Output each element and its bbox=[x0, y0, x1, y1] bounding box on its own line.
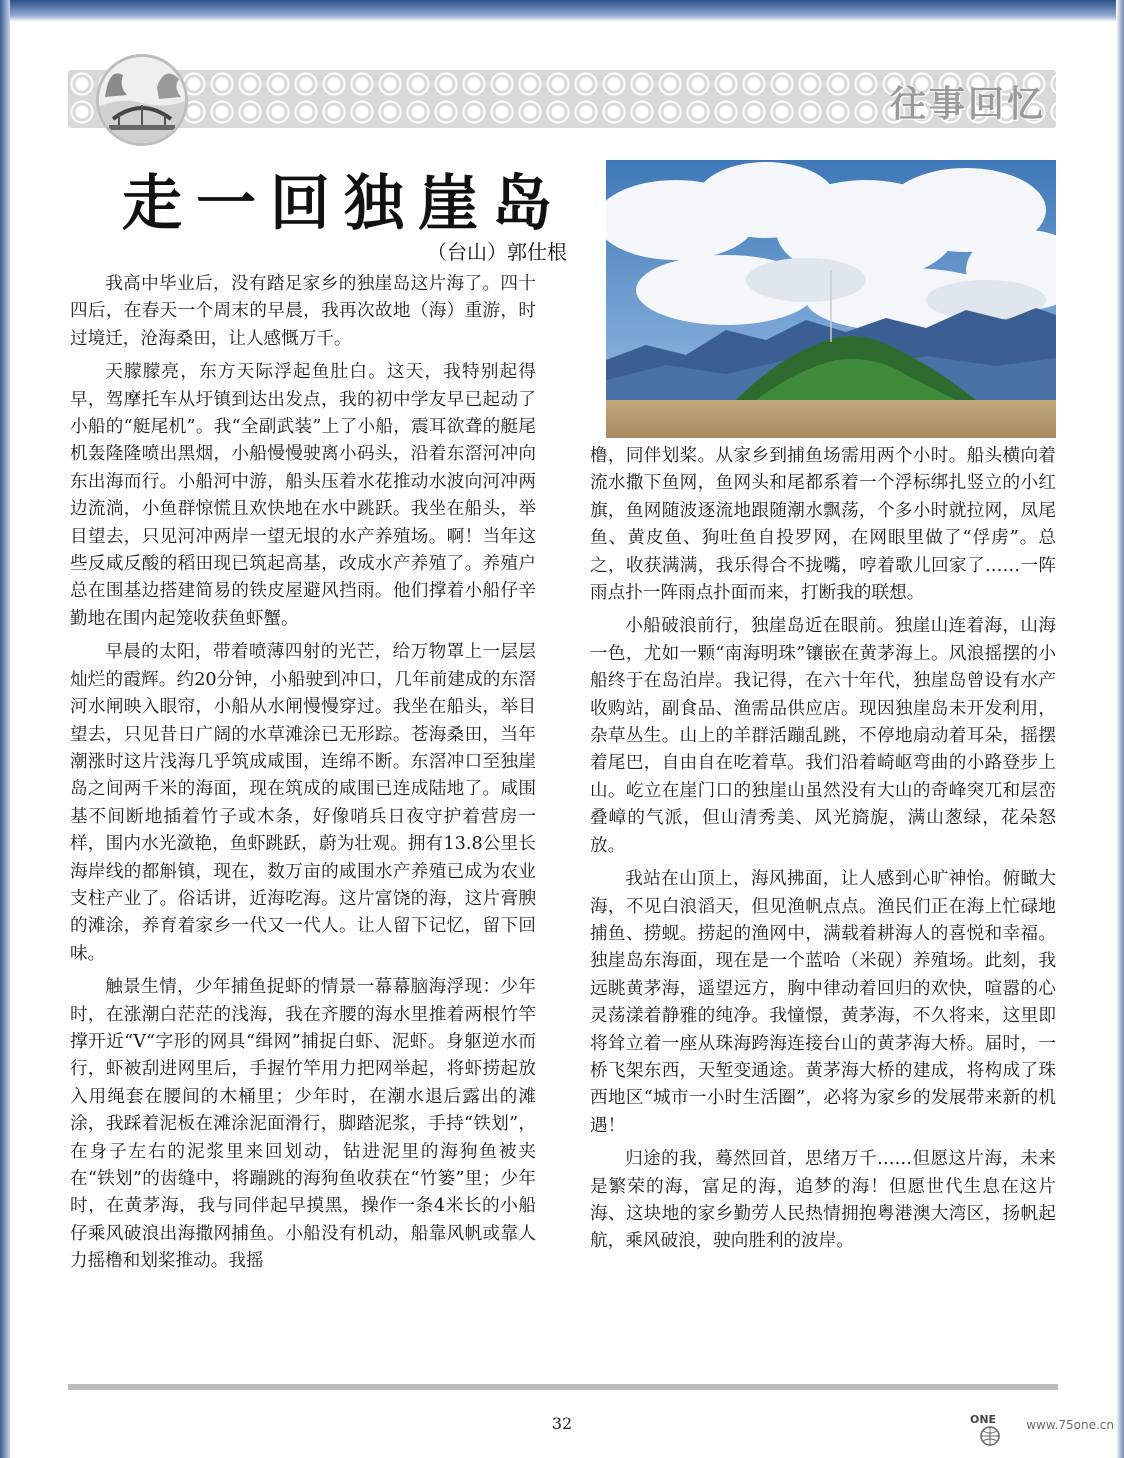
page-edge-right bbox=[1116, 0, 1124, 1458]
paragraph: 归途的我，蓦然回首，思绪万千……但愿这片海，未来是繁荣的海，富足的海，追梦的海！但愿世代生息在这片海、这块地的家乡勤劳人民热情拥抱粤港澳大湾区，扬帆起航，乘风破浪，驶向胜利的波岸。 bbox=[590, 1149, 1056, 1252]
footer-divider bbox=[68, 1384, 1058, 1390]
article-column-left bbox=[70, 271, 536, 1282]
paragraph: 橹，同伴划桨。从家乡到捕鱼场需用两个小时。船头横向着流水撒下鱼网，鱼网头和尾都系着一个浮标绑扎竖立的小红旗，鱼网随波逐流地跟随潮水飘荡，个多小时就拉网，凤尾鱼、黄皮鱼、狗吐鱼自投罗网，在网眼里做了“俘虏”。总之，收获满满，我乐得合不拢嘴，哼着歌儿回家了……一阵雨点扑一阵雨点扑面而来，打断我的联想。 bbox=[590, 446, 1056, 604]
paragraph: 小船破浪前行，独崖岛近在眼前。独崖山连着海，山海一色，尤如一颗“南海明珠”镶嵌在黄茅海上。风浪摇摆的小船终于在岛泊岸。我记得，在六十年代，独崖岛曾设有水产收购站，副食品、渔需品供应店。现因独崖岛未开发利用，杂草丛生。山上的羊群活蹦乱跳，不停地扇动着耳朵，摇摆着尾巴，自由自在吃着草。我们沿着崎岖弯曲的小路登步上山。屹立在崖门口的独崖山虽然没有大山的奇峰突兀和层峦叠嶂的气派，但山清秀美、风光旖旎，满山葱绿，花朵怒放。 bbox=[590, 616, 1056, 856]
paragraph: 我高中毕业后，没有踏足家乡的独崖岛这片海了。四十四后，在春天一个周末的早晨，我再次故地（海）重游，时过境迁，沧海桑田，让人感慨万千。 bbox=[70, 274, 536, 349]
paragraph: 早晨的太阳，带着喷薄四射的光芒，给万物罩上一层层灿烂的霞辉。约20分钟，小船驶到冲口，几年前建成的东滘河水闸映入眼帘，小船从水闸慢慢穿过。我坐在船头，举目望去，只见昔日广阔的水草滩涂已无形踪。苍海桑田，当年潮涨时这片浅海几乎筑成咸围，连绵不断。东滘冲口至独崖岛之间两千米的海面，现在筑成的咸围已连成陆地了。咸围基不间断地插着竹子或木条，好像哨兵日夜守护着营房一样，围内水光潋艳，鱼虾跳跃，蔚为壮观。拥有13.8公里长海岸线的都斛镇，现在，数万亩的咸围水产养殖已成为农业支柱产业了。俗话讲，近海吃海。这片富饶的海，这片膏腴的滩涂，养育着家乡一代又一代人。让人留下记忆，留下回味。 bbox=[70, 642, 536, 964]
island-photo bbox=[606, 160, 1056, 438]
site-watermark[interactable]: www.75one.cn bbox=[1026, 1418, 1114, 1432]
page-number: 32 bbox=[551, 1414, 573, 1433]
section-title: 往事回忆 bbox=[889, 84, 1046, 125]
site-logo-icon bbox=[968, 1411, 1012, 1447]
paragraph: 天朦朦亮，东方天际浮起鱼肚白。这天，我特别起得早，驾摩托车从圩镇到达出发点，我的初中学友早已起动了小船的“艇尾机”。我“全副武装”上了小船，震耳欲聋的艇尾机轰隆隆喷出黑烟，小船慢慢驶离小码头，沿着东滘河冲向东出海而行。小船河中游，船头压着水花推动水波向河冲两边流淌，小鱼群惊慌且欢快地在水中跳跃。我坐在船头，举目望去，只见河冲两岸一望无垠的水产养殖场。啊！当年这些反咸反酸的稻田现已筑起高基，改成水产养殖了。养殖户总在围基边搭建简易的铁皮屋避风挡雨。他们撑着小船仔辛勤地在围内起笼收获鱼虾蟹。 bbox=[70, 362, 536, 629]
article-column-right bbox=[590, 443, 1056, 1262]
paragraph: 触景生情，少年捕鱼捉虾的情景一幕幕脑海浮现：少年时，在涨潮白茫茫的浅海，我在齐腰的海水里推着两根竹竿撑开近“V“字形的网具“缉网”捕捉白虾、泥虾。身躯逆水而行，虾被刮进网里后，手握竹竿用力把网举起，将虾捞起放入用绳套在腰间的木桶里；少年时，在潮水退后露出的滩涂，我踩着泥板在滩涂泥面滑行，脚踏泥浆，手持“铁划”，在身子左右的泥浆里来回划动，钻进泥里的海狗鱼被夹在“铁划”的齿缝中，将蹦跳的海狗鱼收获在“竹篓”里；少年时，在黄茅海，我与同伴起早摸黑，操作一条4米长的小船仔乘风破浪出海撒网捕鱼。小船没有机动，船靠风帆或靠人力摇橹和划桨推动。我摇 bbox=[70, 977, 536, 1272]
bridge-emblem-icon bbox=[96, 54, 188, 146]
svg-text:ONE: ONE bbox=[970, 1413, 997, 1426]
article-title: 走一回独崖岛 bbox=[122, 169, 566, 239]
page-edge-left bbox=[0, 0, 10, 1458]
page-edge-top bbox=[0, 0, 1124, 22]
article-author: （台山）郭仕根 bbox=[427, 240, 567, 264]
paragraph: 我站在山顶上，海风拂面，让人感到心旷神怡。俯瞰大海，不见白浪滔天，但见渔帆点点。渔民们正在海上忙碌地捕鱼、捞蚬。捞起的渔网中，满载着耕海人的喜悦和幸福。独崖岛东海面，现在是一个蓝哈（米砚）养殖场。此刻，我远眺黄茅海，遥望远方，胸中律动着回归的欢快，喧嚣的心灵荡漾着静雅的纯净。我憧憬，黄茅海，不久将来，这里即将耸立着一座从珠海跨海连接台山的黄茅海大桥。届时，一桥飞架东西，天堑变通途。黄茅海大桥的建成，将构成了珠西地区“城市一小时生活圈”，必将为家乡的发展带来新的机遇！ bbox=[590, 869, 1056, 1136]
